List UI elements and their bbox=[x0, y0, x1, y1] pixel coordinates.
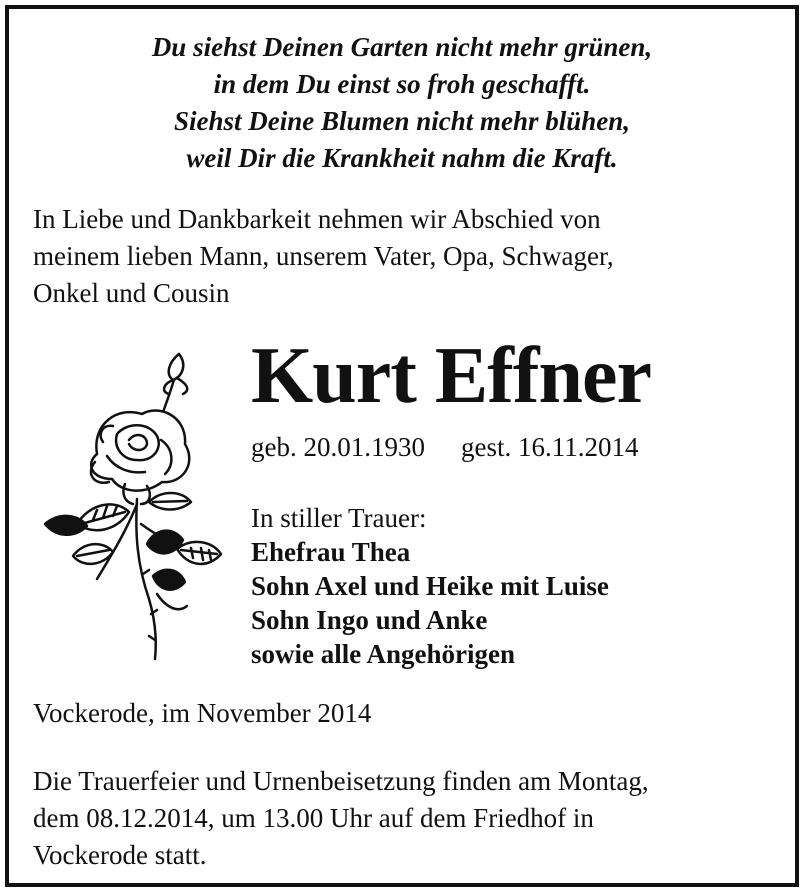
poem-line: weil Dir die Krankheit nahm die Kraft. bbox=[186, 143, 618, 173]
death-date: gest. 16.11.2014 bbox=[460, 432, 639, 462]
funeral-service-info bbox=[33, 763, 649, 874]
intro-text bbox=[33, 201, 614, 312]
mourners-block bbox=[251, 501, 609, 671]
mourners-heading: In stiller Trauer: bbox=[251, 503, 427, 533]
mourner-name: Sohn Ingo und Anke bbox=[251, 605, 488, 635]
deceased-name: Kurt Effner bbox=[251, 332, 652, 420]
poem-line: in dem Du einst so froh geschafft. bbox=[213, 69, 591, 99]
poem-line: Du siehst Deinen Garten nicht mehr grünen, bbox=[151, 32, 653, 62]
intro-line: In Liebe und Dankbarkeit nehmen wir Abschied von bbox=[33, 204, 601, 234]
mourner-name: Sohn Axel und Heike mit Luise bbox=[251, 571, 609, 601]
poem bbox=[9, 29, 795, 177]
service-line: Vockerode statt. bbox=[33, 840, 207, 870]
service-line: dem 08.12.2014, um 13.00 Uhr auf dem Friedhof in bbox=[33, 803, 594, 833]
intro-line: Onkel und Cousin bbox=[33, 278, 230, 308]
mourner-name: sowie alle Angehörigen bbox=[251, 639, 515, 669]
service-line: Die Trauerfeier und Urnenbeisetzung finden am Montag, bbox=[33, 766, 649, 796]
life-dates bbox=[251, 429, 638, 465]
poem-line: Siehst Deine Blumen nicht mehr blühen, bbox=[173, 106, 631, 136]
rose-icon bbox=[37, 344, 227, 664]
intro-line: meinem lieben Mann, unserem Vater, Opa, Schwager, bbox=[33, 241, 614, 271]
mourner-name: Ehefrau Thea bbox=[251, 537, 411, 567]
obituary-notice bbox=[5, 5, 799, 887]
place-date: Vockerode, im November 2014 bbox=[33, 698, 372, 728]
birth-date: geb. 20.01.1930 bbox=[251, 432, 425, 462]
